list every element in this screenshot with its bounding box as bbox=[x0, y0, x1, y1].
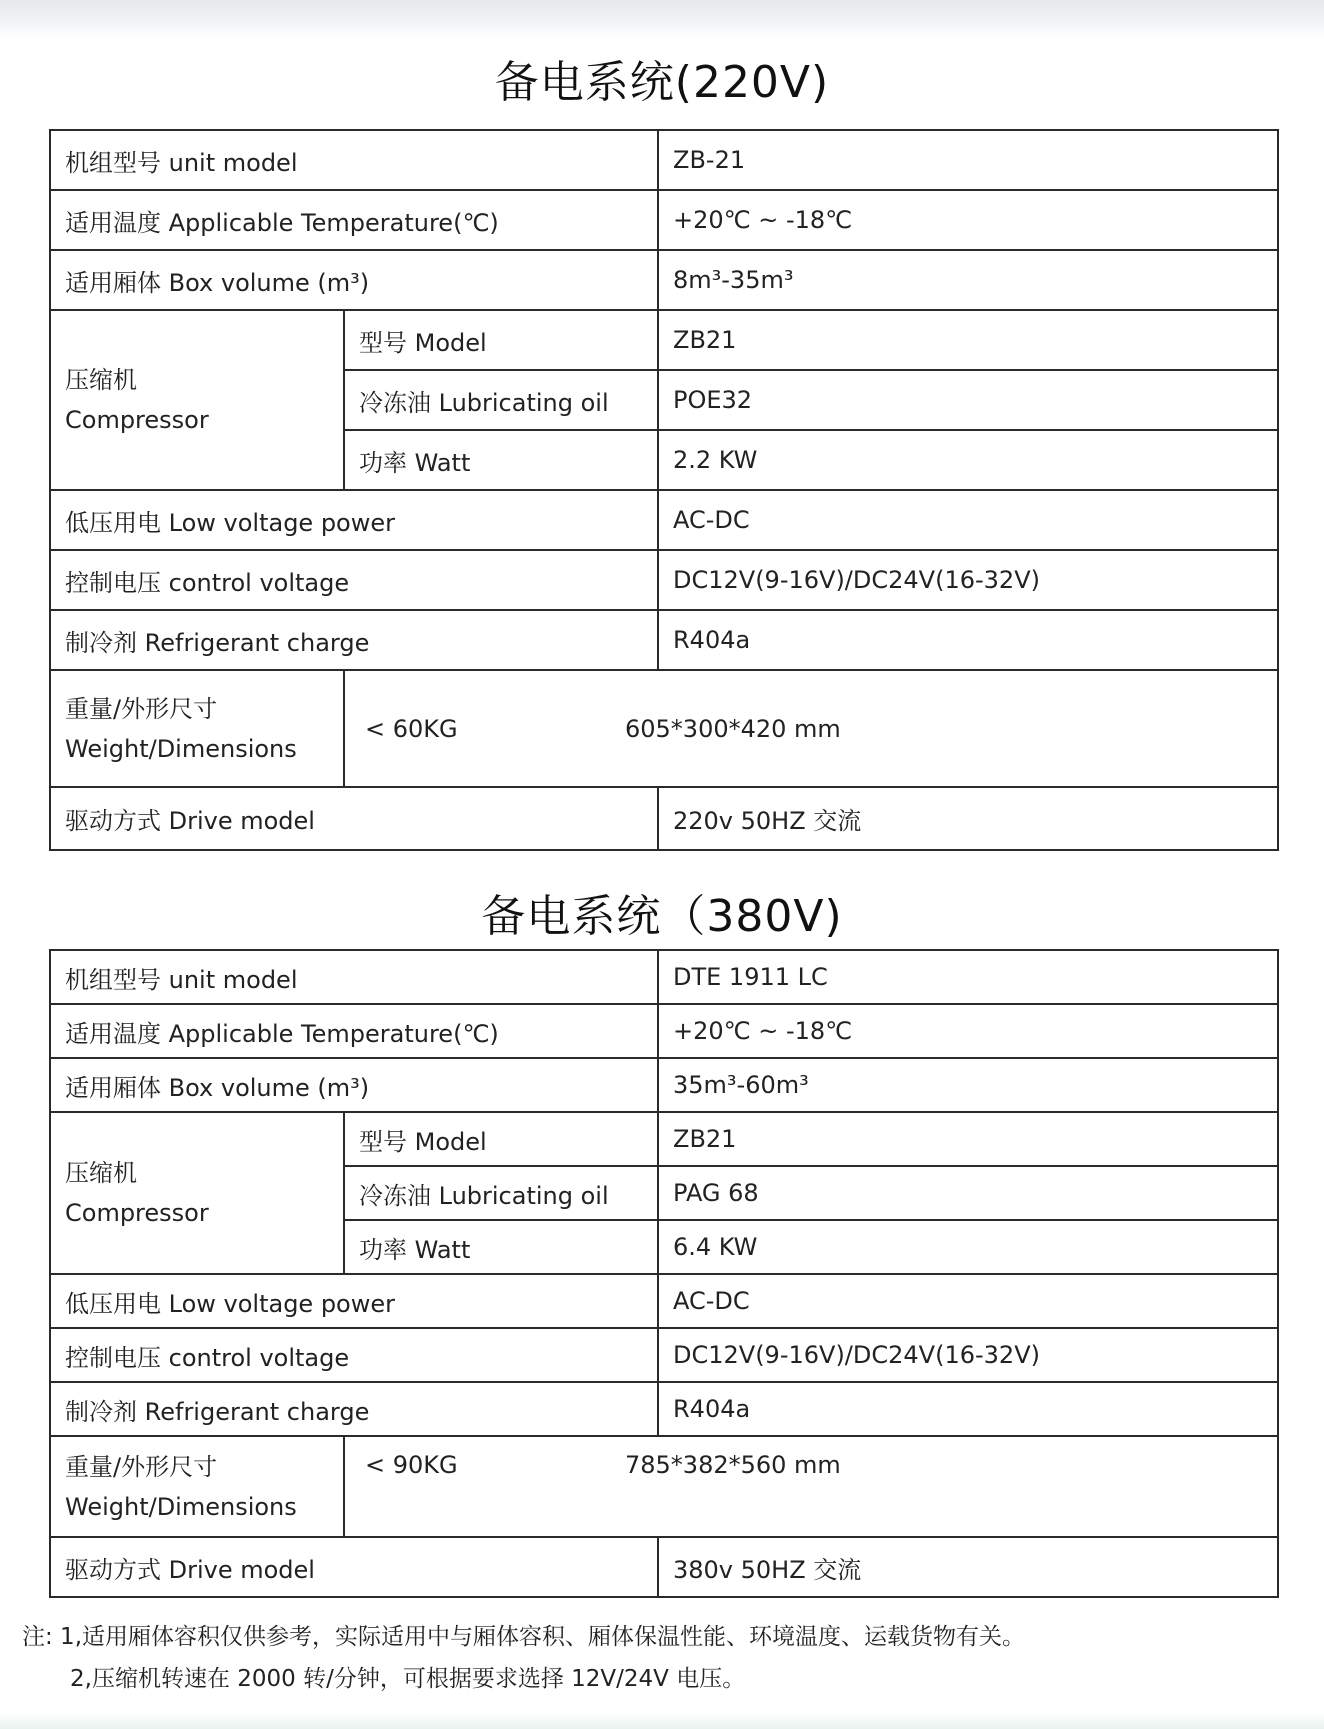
temperature-label: 适用温度 Applicable Temperature(℃) bbox=[50, 190, 658, 250]
refrigerant-label: 制冷剂 Refrigerant charge bbox=[50, 1382, 658, 1436]
table-row bbox=[50, 1537, 1278, 1597]
unit-model-value: ZB-21 bbox=[658, 130, 1278, 190]
box-volume-label: 适用厢体 Box volume (m³) bbox=[50, 250, 658, 310]
control-voltage-label: 控制电压 control voltage bbox=[50, 1328, 658, 1382]
table-row bbox=[50, 670, 1278, 787]
compressor-watt-label: 功率 Watt bbox=[344, 430, 658, 490]
compressor-watt-label: 功率 Watt bbox=[344, 1220, 658, 1274]
table-row bbox=[50, 787, 1278, 850]
weight-value: < 60KG bbox=[365, 714, 458, 743]
refrigerant-value: R404a bbox=[658, 1382, 1278, 1436]
compressor-oil-value: POE32 bbox=[658, 370, 1278, 430]
table-row bbox=[50, 250, 1278, 310]
compressor-label-en: Compressor bbox=[65, 1199, 209, 1227]
compressor-model-label: 型号 Model bbox=[344, 310, 658, 370]
compressor-oil-value: PAG 68 bbox=[658, 1166, 1278, 1220]
low-voltage-label: 低压用电 Low voltage power bbox=[50, 1274, 658, 1328]
box-volume-value: 8m³-35m³ bbox=[658, 250, 1278, 310]
compressor-label-cn: 压缩机 bbox=[65, 1159, 137, 1187]
control-voltage-value: DC12V(9-16V)/DC24V(16-32V) bbox=[658, 1328, 1278, 1382]
dimensions-value: 605*300*420 mm bbox=[625, 714, 841, 743]
spec-table-220v bbox=[49, 129, 1279, 851]
compressor-model-value: ZB21 bbox=[658, 1112, 1278, 1166]
table-row bbox=[50, 1112, 1278, 1166]
drive-value: 220v 50HZ 交流 bbox=[658, 787, 1278, 850]
section-title-380v: 备电系统（380V) bbox=[481, 891, 843, 942]
temperature-value: +20℃ ~ -18℃ bbox=[658, 190, 1278, 250]
table-row bbox=[50, 130, 1278, 190]
unit-model-label: 机组型号 unit model bbox=[50, 130, 658, 190]
weight-dimensions-value bbox=[344, 670, 1278, 787]
spec-table-380v bbox=[49, 949, 1279, 1598]
compressor-oil-label: 冷冻油 Lubricating oil bbox=[344, 370, 658, 430]
table-row bbox=[50, 1436, 1278, 1537]
note-line-2: 2,压缩机转速在 2000 转/分钟，可根据要求选择 12V/24V 电压。 bbox=[70, 1666, 746, 1692]
section-title-220v: 备电系统(220V) bbox=[494, 57, 830, 108]
compressor-label bbox=[50, 1112, 344, 1274]
control-voltage-label: 控制电压 control voltage bbox=[50, 550, 658, 610]
box-volume-label: 适用厢体 Box volume (m³) bbox=[50, 1058, 658, 1112]
weight-value: < 90KG bbox=[365, 1451, 458, 1479]
weight-dimensions-label-cn: 重量/外形尺寸 bbox=[65, 694, 218, 723]
refrigerant-value: R404a bbox=[658, 610, 1278, 670]
header-background bbox=[0, 0, 1324, 38]
control-voltage-value: DC12V(9-16V)/DC24V(16-32V) bbox=[658, 550, 1278, 610]
table-row bbox=[50, 1004, 1278, 1058]
low-voltage-label: 低压用电 Low voltage power bbox=[50, 490, 658, 550]
table-row bbox=[50, 1274, 1278, 1328]
footer-background bbox=[0, 1712, 1324, 1729]
box-volume-value: 35m³-60m³ bbox=[658, 1058, 1278, 1112]
compressor-oil-label: 冷冻油 Lubricating oil bbox=[344, 1166, 658, 1220]
weight-dimensions-label bbox=[50, 1436, 344, 1537]
low-voltage-value: AC-DC bbox=[658, 490, 1278, 550]
table-row bbox=[50, 310, 1278, 370]
table-row bbox=[50, 950, 1278, 1004]
drive-label: 驱动方式 Drive model bbox=[50, 787, 658, 850]
table-row bbox=[50, 610, 1278, 670]
table-row bbox=[50, 490, 1278, 550]
compressor-model-label: 型号 Model bbox=[344, 1112, 658, 1166]
weight-dimensions-label-en: Weight/Dimensions bbox=[65, 1492, 297, 1521]
table-row bbox=[50, 1382, 1278, 1436]
note-line-1: 注: 1,适用厢体容积仅供参考，实际适用中与厢体容积、厢体保温性能、环境温度、运载货物有关。 bbox=[22, 1624, 1026, 1650]
drive-value: 380v 50HZ 交流 bbox=[658, 1537, 1278, 1597]
compressor-watt-value: 6.4 KW bbox=[658, 1220, 1278, 1274]
table-row bbox=[50, 190, 1278, 250]
unit-model-value: DTE 1911 LC bbox=[658, 950, 1278, 1004]
notes bbox=[22, 1616, 1312, 1700]
compressor-label-cn: 压缩机 bbox=[65, 366, 137, 394]
table-row bbox=[50, 550, 1278, 610]
compressor-model-value: ZB21 bbox=[658, 310, 1278, 370]
temperature-value: +20℃ ~ -18℃ bbox=[658, 1004, 1278, 1058]
table-row bbox=[50, 1058, 1278, 1112]
temperature-label: 适用温度 Applicable Temperature(℃) bbox=[50, 1004, 658, 1058]
unit-model-label: 机组型号 unit model bbox=[50, 950, 658, 1004]
compressor-label bbox=[50, 310, 344, 490]
compressor-watt-value: 2.2 KW bbox=[658, 430, 1278, 490]
table-row bbox=[50, 1328, 1278, 1382]
drive-label: 驱动方式 Drive model bbox=[50, 1537, 658, 1597]
weight-dimensions-value bbox=[344, 1436, 1278, 1537]
compressor-label-en: Compressor bbox=[65, 406, 209, 434]
weight-dimensions-label-cn: 重量/外形尺寸 bbox=[65, 1452, 218, 1481]
low-voltage-value: AC-DC bbox=[658, 1274, 1278, 1328]
weight-dimensions-label bbox=[50, 670, 344, 787]
weight-dimensions-label-en: Weight/Dimensions bbox=[65, 734, 297, 763]
refrigerant-label: 制冷剂 Refrigerant charge bbox=[50, 610, 658, 670]
dimensions-value: 785*382*560 mm bbox=[625, 1451, 841, 1479]
